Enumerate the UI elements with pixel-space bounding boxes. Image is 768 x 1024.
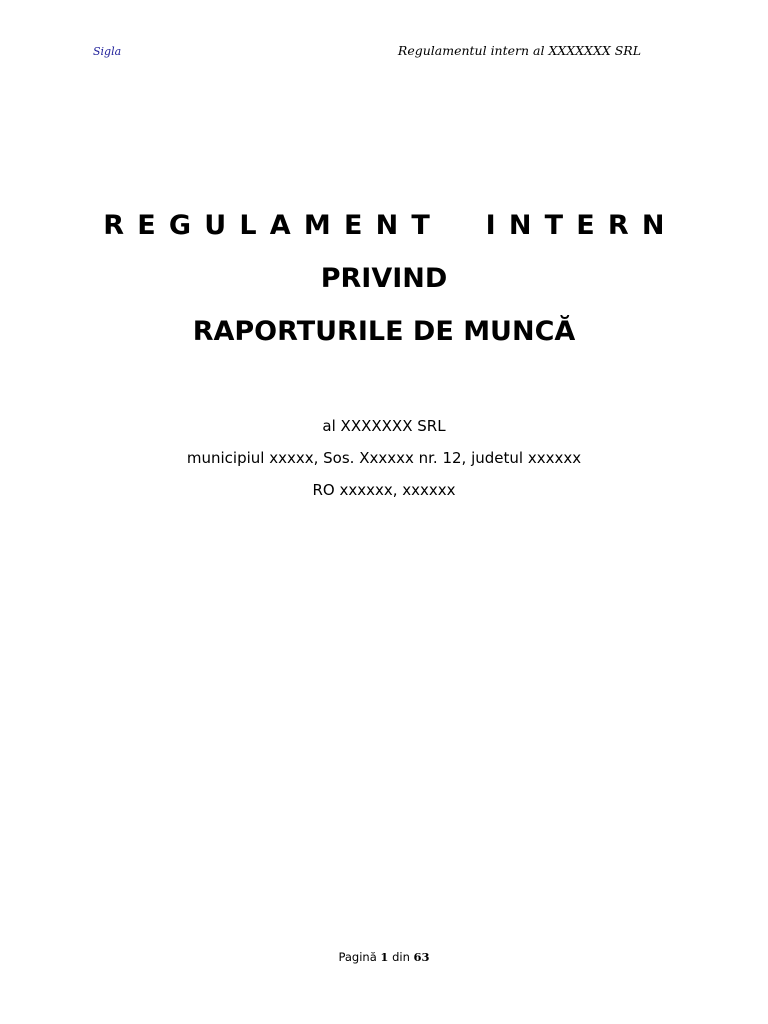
page-footer <box>0 950 768 964</box>
title-line-regulament-intern: REGULAMENT INTERN <box>103 210 678 241</box>
title-line-raporturile: RAPORTURILE DE MUNCĂ <box>192 316 576 347</box>
company-name: al XXXXXXX SRL <box>322 417 446 435</box>
total-pages-number: 63 <box>413 950 430 964</box>
of-label: din <box>392 950 410 964</box>
company-address: municipiul xxxxx, Sos. Xxxxxx nr. 12, judetul xxxxxx <box>186 449 582 467</box>
header-logo-placeholder: Sigla <box>93 45 122 58</box>
current-page-number: 1 <box>380 950 389 964</box>
title-line-privind: PRIVIND <box>320 263 448 294</box>
company-registration: RO xxxxxx, xxxxxx <box>312 481 456 499</box>
header-document-title: Regulamentul intern al XXXXXXX SRL <box>397 43 641 58</box>
page-label: Pagină <box>338 950 377 964</box>
